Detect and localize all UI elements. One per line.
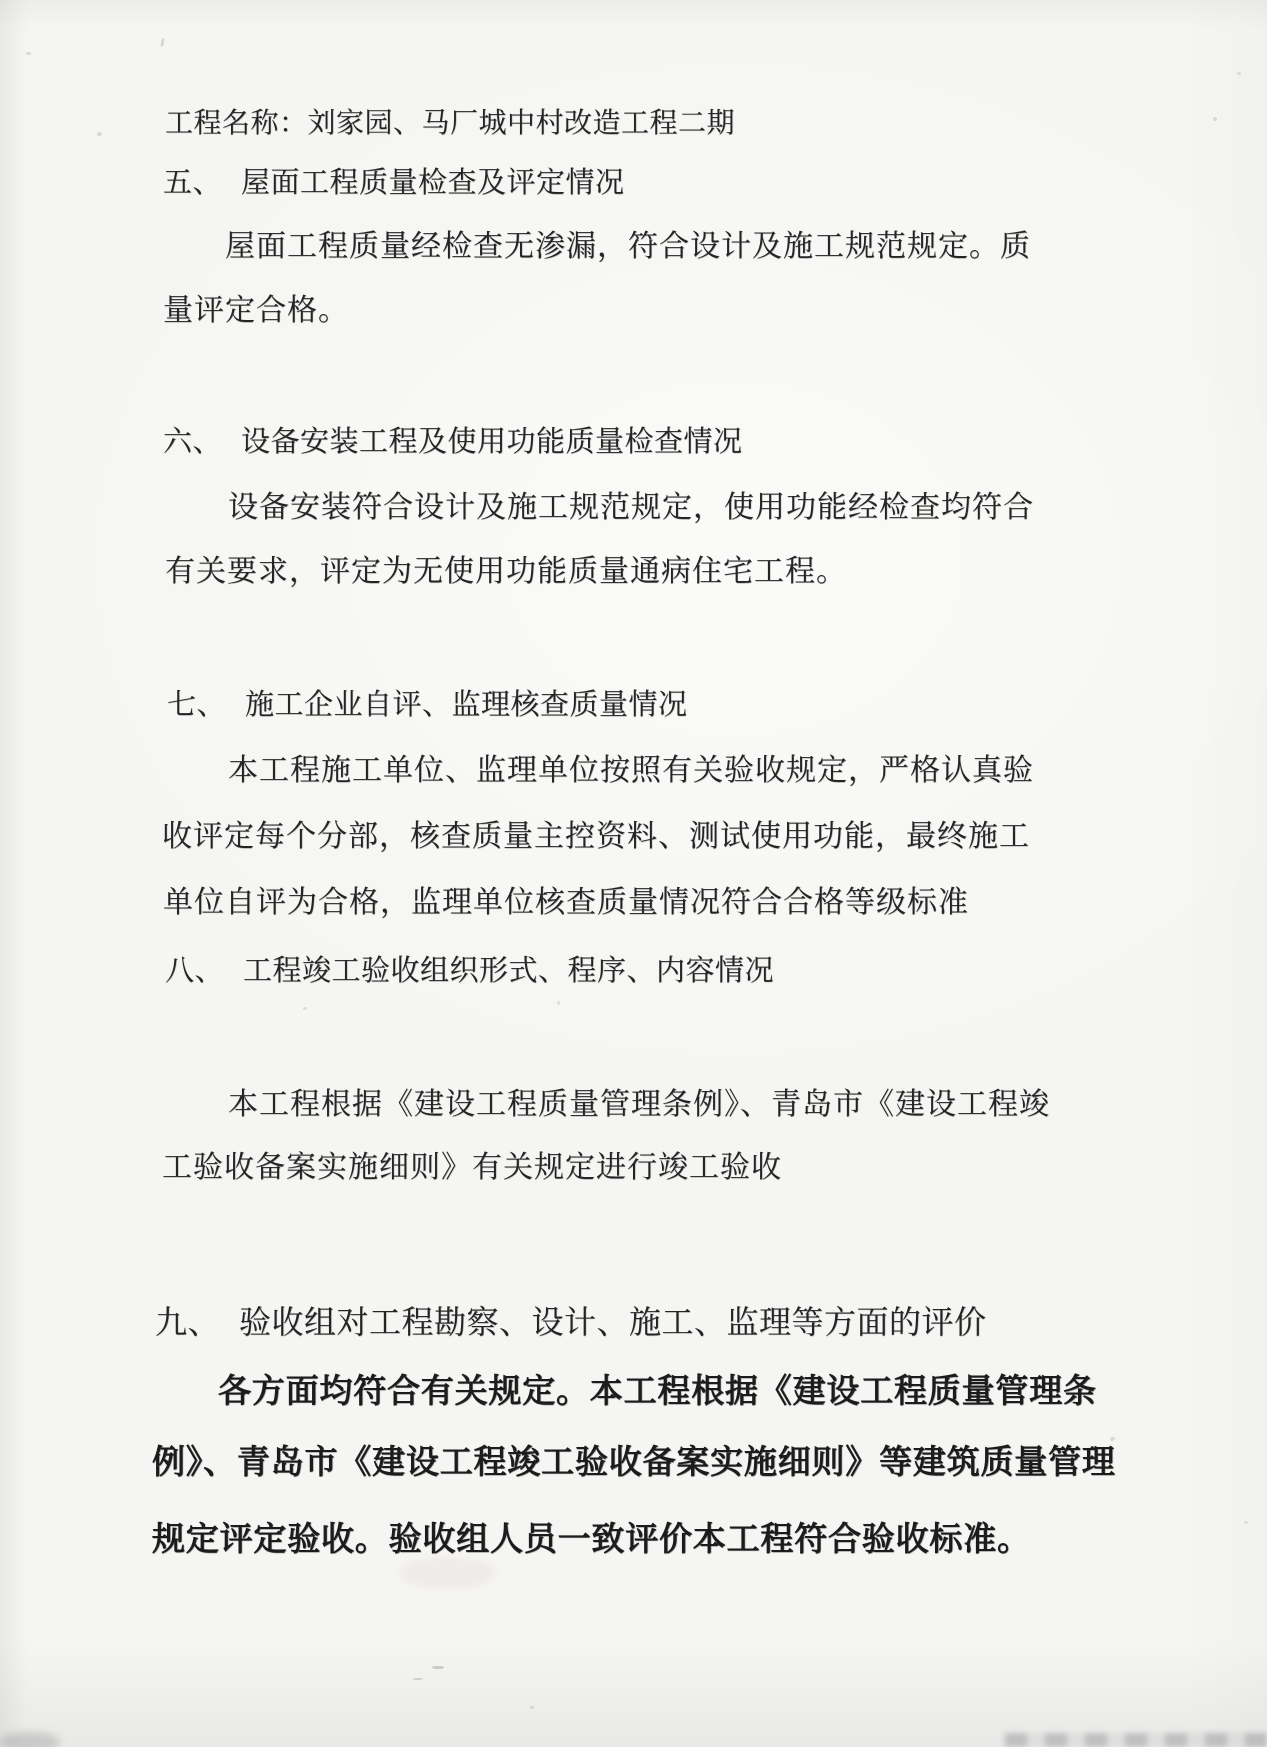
section-7-line-1: 本工程施工单位、监理单位按照有关验收规定，严格认真验: [228, 753, 1034, 788]
section-heading-9: [155, 1305, 987, 1341]
section-7-line-2: 收评定每个分部，核查质量主控资料、测试使用功能，最终施工: [162, 819, 1030, 854]
scan-speck: [432, 1666, 444, 1669]
scan-speck: [530, 1706, 534, 1709]
scan-speck: [1244, 1521, 1248, 1524]
scan-speck: [413, 1678, 423, 1680]
section-number: 五、: [163, 165, 223, 199]
section-5-line-1: 屋面工程质量经检查无渗漏，符合设计及施工规范规定。质: [225, 229, 1031, 264]
section-title: 工程竣工验收组织形式、程序、内容情况: [243, 953, 775, 987]
scan-bleed-mark: [1005, 1733, 1267, 1747]
scan-smudge: [400, 1558, 495, 1588]
section-8-line-2: 工验收备案实施细则》有关规定进行竣工验收: [162, 1150, 782, 1185]
section-5-line-2: 量评定合格。: [163, 293, 349, 328]
section-heading-6: [163, 425, 743, 457]
project-name-line: 工程名称：刘家园、马厂城中村改造工程二期: [165, 106, 736, 139]
section-number: 八、: [165, 953, 225, 987]
section-6-line-2: 有关要求，评定为无使用功能质量通病住宅工程。: [165, 554, 847, 589]
scan-speck: [303, 1007, 307, 1010]
section-heading-7: [167, 688, 688, 720]
section-6-line-1: 设备安装符合设计及施工规范规定，使用功能经检查均符合: [228, 490, 1034, 525]
scan-speck: [557, 1001, 560, 1005]
section-9-line-1: 各方面均符合有关规定。本工程根据《建设工程质量管理条: [218, 1371, 1097, 1410]
section-title: 屋面工程质量检查及评定情况: [241, 165, 625, 199]
section-heading-5: [163, 166, 625, 198]
section-7-line-3: 单位自评为合格，监理单位核查质量情况符合合格等级标准: [163, 885, 969, 920]
section-number: 六、: [163, 424, 223, 458]
scan-speck: [160, 38, 165, 47]
section-number: 九、: [155, 1303, 221, 1341]
section-8-line-1: 本工程根据《建设工程质量管理条例》、青岛市《建设工程竣: [228, 1087, 1050, 1122]
scan-speck: [1237, 72, 1241, 75]
section-title: 施工企业自评、监理核查质量情况: [245, 687, 688, 721]
section-9-line-2: 例》、青岛市《建设工程竣工验收备案实施细则》等建筑质量管理: [152, 1442, 1116, 1481]
scan-smudge: [0, 1732, 60, 1747]
scan-speck: [26, 52, 31, 55]
scan-speck: [97, 132, 102, 136]
section-title: 验收组对工程勘察、设计、施工、监理等方面的评价: [239, 1303, 987, 1341]
section-number: 七、: [167, 687, 227, 721]
section-heading-8: [165, 954, 774, 986]
scan-speck: [1213, 117, 1217, 121]
section-title: 设备安装工程及使用功能质量检查情况: [241, 424, 743, 458]
section-9-line-3: 规定评定验收。验收组人员一致评价本工程符合验收标准。: [152, 1519, 1031, 1558]
